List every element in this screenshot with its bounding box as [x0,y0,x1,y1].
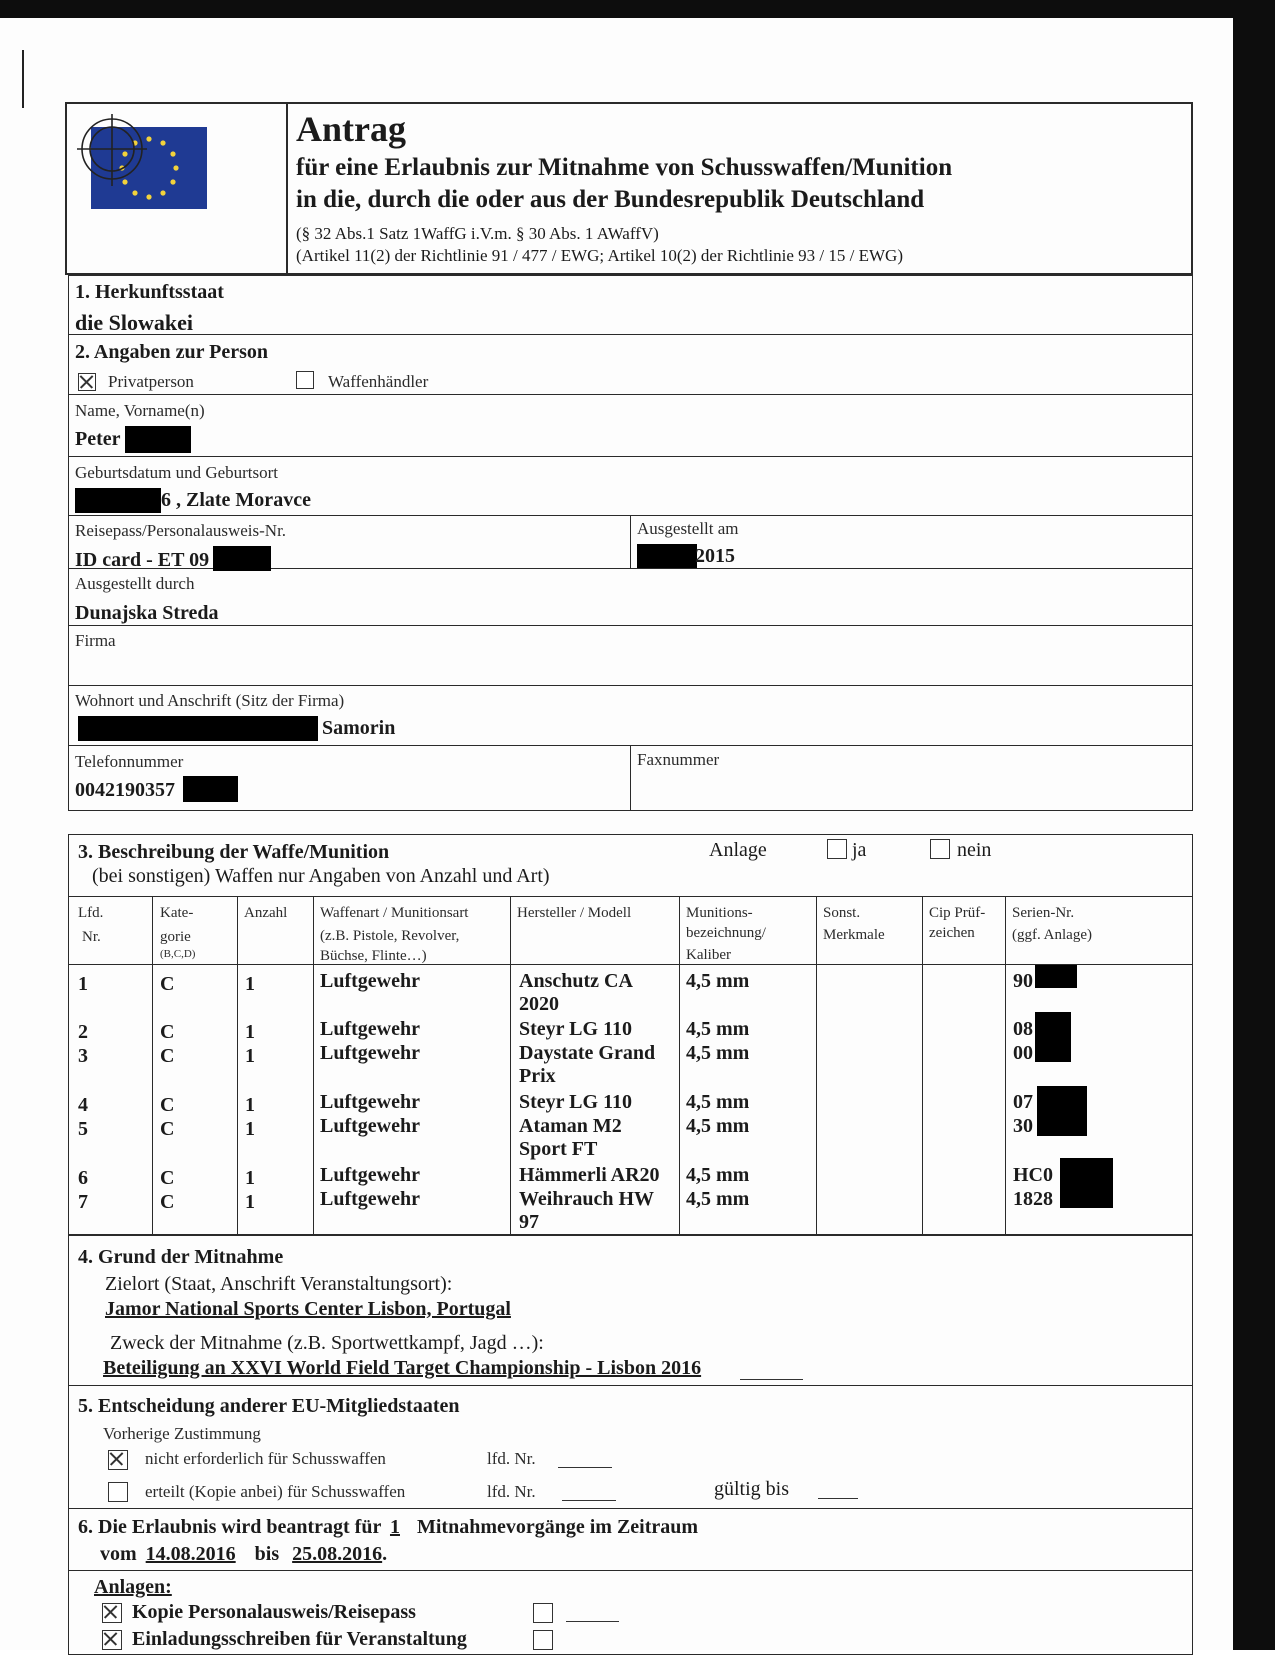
attachment-invitation-checkbox[interactable] [102,1630,122,1650]
row-3-anzahl: 1 [245,1045,255,1067]
attachment-invitation-label: Einladungsschreiben für Veranstaltung [132,1628,467,1650]
row-6-seriennr: HC0 [1013,1164,1053,1186]
origin-country-value: die Slowakei [75,310,193,335]
from-label: vom [100,1543,137,1565]
divider [68,394,1193,395]
row-5-modell [519,1115,622,1161]
row-4-anzahl: 1 [245,1094,255,1116]
anlage-nein-label: nein [957,839,992,861]
row-1-nr: 1 [78,973,88,995]
col-header-cip-line: zeichen [929,925,975,941]
birth-label: Geburtsdatum und Geburtsort [75,463,279,482]
legal-basis-1: (§ 32 Abs.1 Satz 1WaffG i.V.m. § 30 Abs. 1 AWaffV) [296,224,659,243]
column-divider [816,896,817,1235]
anlage-label: Anlage [709,839,767,861]
row-7-kaliber: 4,5 mm [686,1188,750,1210]
section-1-label: 1. Herkunftsstaat [75,281,224,303]
eu-flag-crosshair-logo [75,110,215,220]
redaction-block [213,546,271,571]
row-1-modell-line: Anschutz CA [519,970,633,992]
row-2-kategorie: C [160,1021,175,1043]
col-header-munition-line: Munitions- [686,905,753,921]
phone-value: 0042190357 [75,779,175,801]
fax-label: Faxnummer [637,750,720,769]
col-header-nr [78,903,103,947]
col-header-seriennr-line: (ggf. Anlage) [1012,927,1092,943]
row-4-waffenart: Luftgewehr [320,1091,420,1113]
row-7-waffenart: Luftgewehr [320,1188,420,1210]
row-3-modell [519,1042,655,1088]
redaction-block [183,776,238,802]
header-divider [286,103,288,274]
row-6-modell: Hämmerli AR20 [519,1164,660,1186]
row-2-modell: Steyr LG 110 [519,1018,632,1040]
col-header-waffenart-line: (z.B. Pistole, Revolver, [320,928,460,944]
row-4-modell: Steyr LG 110 [519,1091,632,1113]
legal-basis-2: (Artikel 11(2) der Richtlinie 91 / 477 / EWG; Artikel 10(2) der Richtlinie 93 / 15 / EWG) [296,246,903,265]
col-header-waffenart [320,903,468,966]
purpose-value: Beteiligung an XXVI World Field Target Championship - Lisbon 2016 [103,1357,702,1379]
row-5-kategorie: C [160,1118,175,1140]
section-3-label: 3. Beschreibung der Waffe/Munition [78,841,390,863]
col-header-kategorie-line: (B,C,D) [160,948,196,960]
scan-mark [22,50,24,108]
redaction-block [1035,1012,1071,1062]
row-1-modell-line: 2020 [519,993,559,1015]
col-header-sonstige-line: Sonst. [823,905,861,921]
col-header-seriennr-line: Serien-Nr. [1012,905,1075,921]
name-value: Peter [75,428,121,450]
col-header-sonstige-line: Merkmale [823,927,885,943]
col-header-munition-line: bezeichnung/ [686,925,766,941]
column-divider [1005,896,1006,1235]
row-3-kategorie: C [160,1045,175,1067]
col-header-cip-line: Cip Prüf- [929,905,986,921]
row-5-kaliber: 4,5 mm [686,1115,750,1137]
row-1-seriennr: 90 [1013,970,1033,992]
redaction-block [75,488,161,513]
row-6-nr: 6 [78,1167,88,1189]
row-6-waffenart: Luftgewehr [320,1164,420,1186]
col-header-kategorie [160,903,195,961]
valid-until-label: gültig bis [714,1478,790,1500]
row-2-waffenart: Luftgewehr [320,1018,420,1040]
form-subtitle-2: in die, durch die oder aus der Bundesrepublik Deutschland [296,186,925,213]
lfd-nr-label-2: lfd. Nr. [487,1482,536,1501]
section-6-label-post: Mitnahmevorgänge im Zeitraum [416,1516,699,1538]
redaction-block [1060,1158,1113,1208]
row-1-modell [519,970,633,1016]
section-3-sublabel: (bei sonstigen) Waffen nur Angaben von Anzahl und Art) [92,865,550,887]
company-label: Firma [75,631,116,650]
col-header-waffenart-line: Waffenart / Munitionsart [320,905,469,921]
row-3-modell-line: Prix [519,1065,556,1087]
row-5-seriennr: 30 [1013,1115,1033,1137]
row-5-modell-line: Sport FT [519,1138,598,1160]
purpose-label: Zweck der Mitnahme (z.B. Sportwettkampf, Jagd …): [110,1332,544,1354]
col-header-kategorie-line: Kate- [160,905,194,921]
private-person-label: Privatperson [108,372,194,391]
row-2-kaliber: 4,5 mm [686,1018,750,1040]
name-label: Name, Vorname(n) [75,401,205,420]
issued-on-label: Ausgestellt am [637,519,739,538]
section-5-sublabel: Vorherige Zustimmung [103,1424,261,1443]
form-title: Antrag [296,109,406,149]
divider [68,334,1193,335]
divider [68,456,1193,457]
anlage-ja-checkbox[interactable] [827,839,847,859]
valid-until-blank[interactable] [818,1498,858,1499]
col-header-munition [686,903,766,965]
passport-value: ID card - ET 09 [75,549,210,571]
row-2-seriennr: 08 [1013,1018,1033,1040]
row-5-modell-line: Ataman M2 [519,1115,622,1137]
dealer-label: Waffenhändler [328,372,429,391]
issued-by-label: Ausgestellt durch [75,574,195,593]
row-7-modell-line: 97 [519,1211,539,1233]
redaction-block [1037,1086,1087,1136]
target-value: Jamor National Sports Center Lisbon, Portugal [105,1298,511,1320]
row-6-anzahl: 1 [245,1167,255,1189]
divider [68,685,1193,686]
col-header-munition-line: Kaliber [686,947,731,963]
lfd-nr-blank[interactable] [558,1467,612,1468]
row-3-nr: 3 [78,1045,88,1067]
address-value: Samorin [322,717,396,739]
column-divider [237,896,238,1235]
row-5-nr: 5 [78,1118,88,1140]
attachment-extra-checkbox-1[interactable] [533,1603,553,1623]
anlage-nein-checkbox[interactable] [930,839,950,859]
col-header-anzahl: Anzahl [244,905,288,921]
row-6-kaliber: 4,5 mm [686,1164,750,1186]
section-2-label: 2. Angaben zur Person [75,341,268,363]
row-7-seriennr: 1828 [1013,1188,1053,1210]
lfd-nr-blank-2[interactable] [562,1500,616,1501]
row-4-nr: 4 [78,1094,88,1116]
issued-on-value: 2015 [695,545,735,567]
row-4-seriennr: 07 [1013,1091,1033,1113]
row-1-anzahl: 1 [245,973,255,995]
row-2-nr: 2 [78,1021,88,1043]
issued-by-value: Dunajska Streda [75,602,219,624]
attachments-label: Anlagen: [94,1576,172,1598]
period-end: . [382,1543,388,1565]
row-4-kaliber: 4,5 mm [686,1091,750,1113]
row-4-kategorie: C [160,1094,175,1116]
redaction-block [1035,965,1077,988]
divider [630,515,631,568]
attachment-extra-blank-1[interactable] [566,1621,619,1622]
granted-label: erteilt (Kopie anbei) für Schusswaffen [145,1482,406,1501]
dealer-checkbox[interactable] [296,371,314,389]
column-divider [922,896,923,1235]
section-4-label: 4. Grund der Mitnahme [78,1246,284,1268]
col-header-kategorie-line: gorie [160,929,191,945]
row-1-waffenart: Luftgewehr [320,970,420,992]
section-6-count: 1 [389,1516,400,1538]
anlage-ja-label: ja [852,839,867,861]
row-7-nr: 7 [78,1191,88,1213]
not-required-checkbox[interactable] [108,1450,128,1470]
granted-checkbox[interactable] [108,1482,128,1502]
column-divider [152,896,153,1235]
divider [68,1570,1193,1571]
purpose-underline [740,1379,803,1380]
lfd-nr-label: lfd. Nr. [487,1449,536,1468]
col-header-waffenart-line: Büchse, Flinte…) [320,948,427,964]
column-divider [510,896,511,1235]
col-header-nr-line: Lfd. [78,905,104,921]
private-person-checkbox[interactable] [78,373,96,391]
divider [630,745,631,811]
from-value: 14.08.2016 [145,1543,236,1565]
row-6-kategorie: C [160,1167,175,1189]
column-divider [679,896,680,1235]
section-5-label: 5. Entscheidung anderer EU-Mitgliedstaaten [78,1395,460,1417]
scan-border-right [1233,0,1275,1650]
row-5-anzahl: 1 [245,1118,255,1140]
divider [68,625,1193,626]
row-7-kategorie: C [160,1191,175,1213]
col-header-nr-line: Nr. [82,929,101,945]
section-6-line-1 [78,1516,698,1539]
section-6-label-pre: 6. Die Erlaubnis wird beantragt für [78,1516,381,1538]
to-label: bis [254,1543,280,1565]
row-3-waffenart: Luftgewehr [320,1042,420,1064]
redaction-block [78,716,318,741]
section-6-line-2 [100,1543,387,1566]
col-header-hersteller: Hersteller / Modell [517,905,632,921]
row-3-modell-line: Daystate Grand [519,1042,656,1064]
not-required-label: nicht erforderlich für Schusswaffen [145,1449,386,1468]
col-header-sonstige [823,903,885,945]
attachment-passport-label: Kopie Personalausweis/Reisepass [132,1601,416,1623]
column-divider [313,896,314,1235]
row-1-kategorie: C [160,973,175,995]
row-7-modell [519,1188,654,1234]
redaction-block [125,426,191,453]
birth-value: 6 , Zlate Moravce [161,489,311,511]
row-7-anzahl: 1 [245,1191,255,1213]
row-3-seriennr: 00 [1013,1042,1033,1064]
target-label: Zielort (Staat, Anschrift Veranstaltungsort): [105,1273,453,1295]
to-value: 25.08.2016 [292,1543,383,1565]
divider [68,1508,1193,1509]
phone-label: Telefonnummer [75,752,184,771]
row-2-anzahl: 1 [245,1021,255,1043]
scan-border-top [0,0,1275,18]
col-header-cip [929,903,985,943]
form-subtitle-1: für eine Erlaubnis zur Mitnahme von Schusswaffen/Munition [296,154,953,181]
redaction-block [637,544,697,568]
divider [68,1385,1193,1386]
row-5-waffenart: Luftgewehr [320,1115,420,1137]
row-1-kaliber: 4,5 mm [686,970,750,992]
passport-label: Reisepass/Personalausweis-Nr. [75,521,287,540]
address-label: Wohnort und Anschrift (Sitz der Firma) [75,691,345,710]
row-7-modell-line: Weihrauch HW [519,1188,655,1210]
col-header-seriennr [1012,903,1092,945]
row-3-kaliber: 4,5 mm [686,1042,750,1064]
attachment-passport-checkbox[interactable] [102,1603,122,1623]
attachment-extra-checkbox-2[interactable] [533,1630,553,1650]
